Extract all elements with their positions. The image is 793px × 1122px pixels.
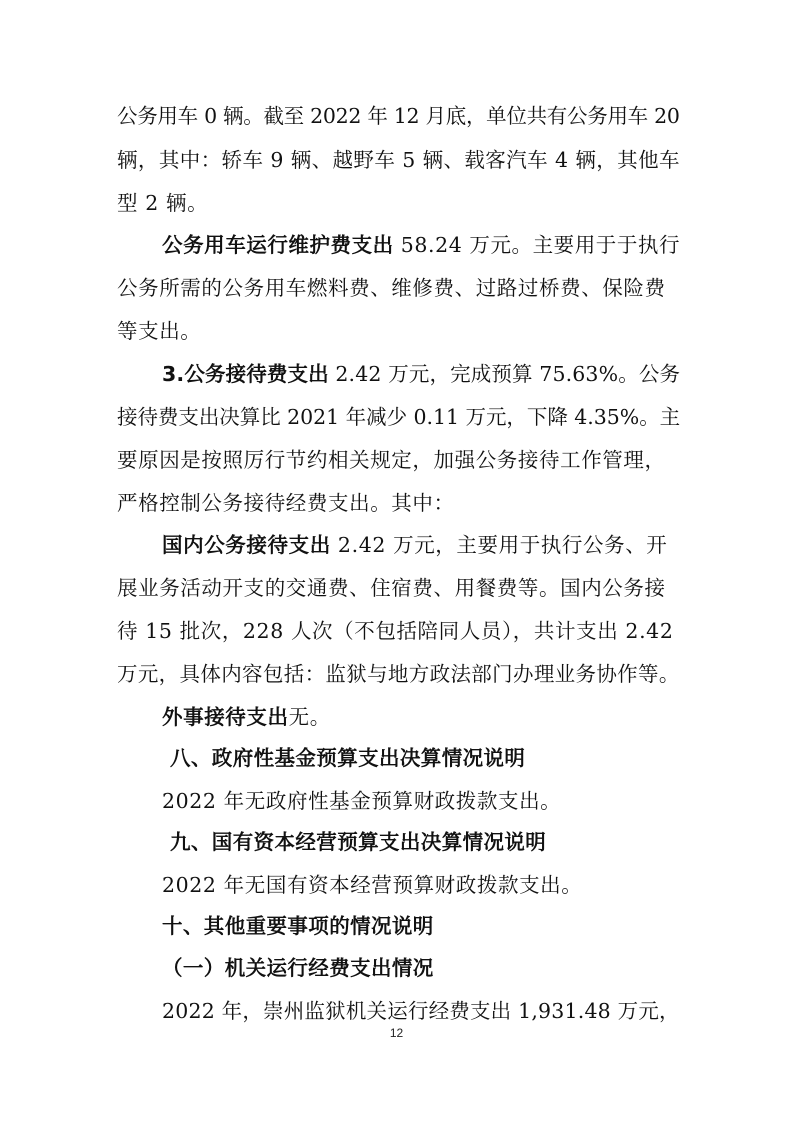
page-number: 12 xyxy=(389,1026,404,1040)
bold-lead-text: 公务用车运行维护费支出 xyxy=(162,233,394,257)
line-text: 58.24 万元。主要用于于执行 xyxy=(393,233,681,257)
paragraph-start-line xyxy=(162,361,680,387)
line-text: 万元，具体内容包括：监狱与地方政法部门办理业务协作等。 xyxy=(117,662,680,686)
body-line xyxy=(117,318,201,344)
body-line xyxy=(117,575,666,601)
body-line xyxy=(117,275,666,301)
line-text: 2022 年无政府性基金预算财政拨款支出。 xyxy=(162,789,562,813)
section-heading xyxy=(170,829,546,855)
line-text: 公务所需的公务用车燃料费、维修费、过路过桥费、保险费 xyxy=(117,276,666,300)
line-text: 2.42 万元，主要用于执行公务、开 xyxy=(330,533,668,557)
paragraph-start-line xyxy=(162,704,331,730)
paragraph-start-line xyxy=(162,532,667,558)
body-line xyxy=(117,661,680,687)
heading-text: 九、国有资本经营预算支出决算情况说明 xyxy=(170,830,547,854)
subsection-heading xyxy=(162,955,434,981)
line-text: 接待费支出决算比 2021 年减少 0.11 万元，下降 4.35%。主 xyxy=(117,405,681,429)
body-line xyxy=(162,998,680,1024)
body-line xyxy=(117,404,680,430)
line-text: 型 2 辆。 xyxy=(117,191,209,215)
line-text: 展业务活动开支的交通费、住宿费、用餐费等。国内公务接 xyxy=(117,576,666,600)
section-heading xyxy=(170,745,525,771)
heading-text: （一）机关运行经费支出情况 xyxy=(162,956,434,980)
line-text: 2.42 万元，完成预算 75.63%。公务 xyxy=(328,362,681,386)
bold-lead-text: 外事接待支出 xyxy=(162,705,289,729)
bold-lead-text: 国内公务接待支出 xyxy=(162,533,331,557)
heading-text: 八、政府性基金预算支出决算情况说明 xyxy=(170,746,526,770)
body-line xyxy=(162,788,561,814)
line-text: 等支出。 xyxy=(117,319,202,343)
body-line xyxy=(117,447,666,473)
paragraph-start-line xyxy=(162,232,680,258)
line-text: 公务用车 0 辆。截至 2022 年 12 月底，单位共有公务用车 20 xyxy=(117,104,680,128)
body-line xyxy=(117,190,208,216)
section-heading xyxy=(162,913,434,939)
body-line xyxy=(117,147,680,173)
line-text: 严格控制公务接待经费支出。其中： xyxy=(117,491,455,515)
body-line xyxy=(117,103,680,129)
line-text: 辆，其中：轿车 9 辆、越野车 5 辆、载客汽车 4 辆，其他车 xyxy=(117,148,680,172)
line-text: 要原因是按照厉行节约相关规定，加强公务接待工作管理， xyxy=(117,448,666,472)
line-text: 2022 年无国有资本经营预算财政拨款支出。 xyxy=(162,873,583,897)
line-text: 待 15 批次，228 人次（不包括陪同人员），共计支出 2.42 xyxy=(117,619,674,643)
heading-text: 十、其他重要事项的情况说明 xyxy=(162,914,434,938)
line-text: 无。 xyxy=(288,705,331,729)
line-text: 2022 年，崇州监狱机关运行经费支出 1,931.48 万元， xyxy=(162,999,680,1023)
body-line xyxy=(117,490,455,516)
body-line xyxy=(162,872,582,898)
bold-lead-text: 3.公务接待费支出 xyxy=(162,362,329,386)
body-line xyxy=(117,618,673,644)
